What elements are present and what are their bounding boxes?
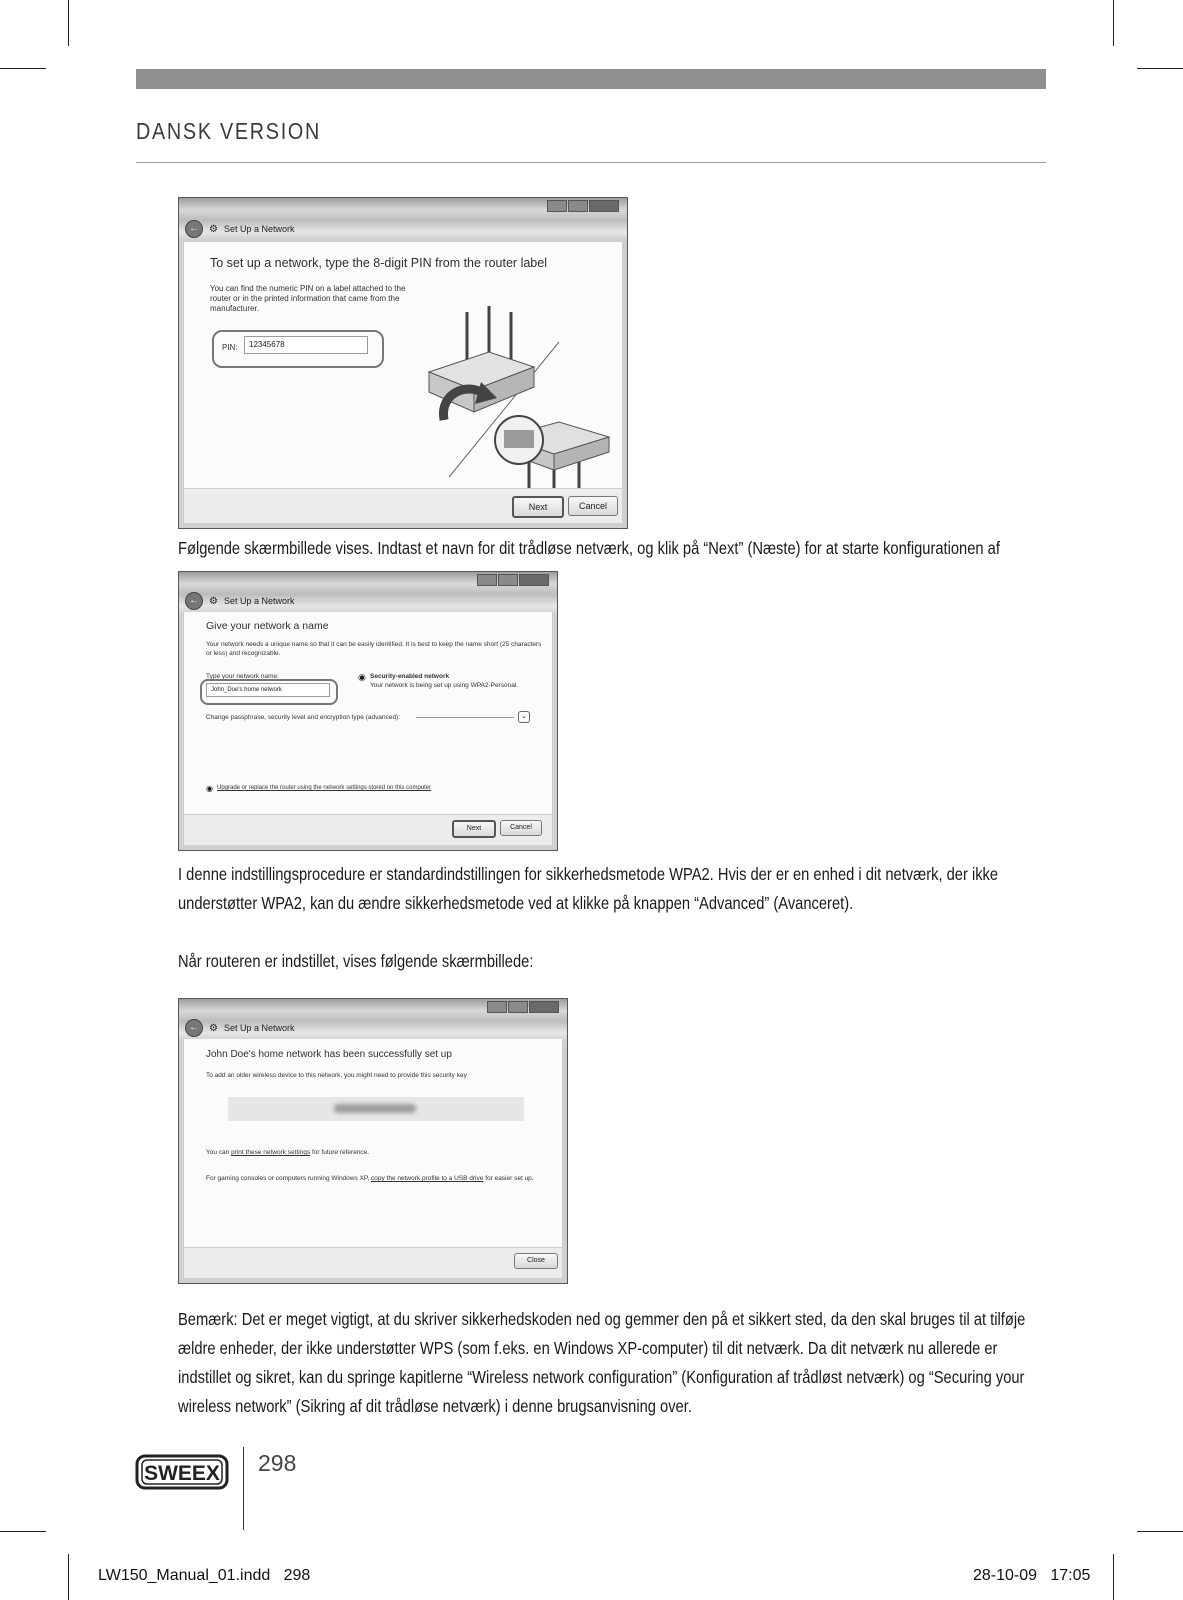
network-icon: ⚙ (209, 1022, 218, 1034)
advanced-line (416, 717, 514, 718)
dialog-client (184, 242, 622, 523)
dialog-heading: To set up a network, type the 8-digit PIN from the router label (210, 256, 547, 270)
xp-prefix: For gaming consoles or computers running Windows XP, (206, 1175, 370, 1182)
dialog-client (184, 1039, 562, 1278)
paragraph-note: Bemærk: Det er meget vigtigt, at du skriver sikkerhedskoden ned og gemmer den på et sikkert sted, da den skal bruges til at tilføje ældre enheder, der ikke understøtter WPS (som f.eks. en Windows XP-computer) til dit netværk. Da dit netværk nu allerede er indstillet og sikret, kan du springe kapitlerne “Wireless network configuration” (Konfiguration af trådløst netværk) og “Securing your wireless network” (Sikring af dit trådløse netværk) i denne brugsanvisning over. (178, 1309, 1026, 1416)
back-arrow-icon[interactable]: ← (185, 1019, 203, 1037)
dialog-client (184, 612, 552, 845)
section-title: DANSK VERSION (136, 118, 322, 144)
chevron-down-icon[interactable]: ⌄ (518, 711, 530, 723)
xp-copy-text (206, 1174, 536, 1183)
crop-mark (1113, 0, 1114, 46)
window-caption (185, 218, 295, 240)
crop-mark (1137, 68, 1183, 69)
cancel-button[interactable]: Cancel (568, 496, 618, 516)
dialog-heading: Give your network a name (206, 620, 329, 632)
next-button[interactable]: Next (452, 820, 496, 838)
svg-text:SWEEX: SWEEX (144, 1462, 220, 1485)
dialog-footer (184, 814, 552, 845)
shield-icon: ◉ (358, 672, 366, 682)
network-icon: ⚙ (209, 223, 218, 235)
screenshot-success-dialog (178, 998, 568, 1284)
print-suffix: for future reference. (312, 1149, 370, 1156)
network-icon: ⚙ (209, 595, 218, 607)
network-name-input[interactable]: John_Doe's home network (206, 683, 330, 697)
print-prefix: You can (206, 1149, 230, 1156)
back-arrow-icon[interactable]: ← (185, 220, 203, 238)
network-name-label: Type your network name: (206, 673, 279, 680)
security-title: Security-enabled network (370, 673, 450, 680)
dialog-body: Your network needs a unique name so that it can be easily identified. It is best to keep the name short (25 characters or less) and recognizable. (206, 641, 542, 657)
window-title: Set Up a Network (223, 596, 295, 606)
xp-suffix: for easier set up. (485, 1175, 534, 1182)
crop-mark (68, 1554, 69, 1600)
next-button[interactable]: Next (512, 496, 564, 518)
dialog-footer (184, 1247, 562, 1278)
back-arrow-icon[interactable]: ← (185, 592, 203, 610)
header-bar (136, 69, 1046, 89)
page-number: 298 (258, 1450, 297, 1476)
crop-mark (68, 0, 69, 46)
router-icon: ◉ (206, 784, 213, 793)
pin-label: PIN: (222, 343, 238, 352)
paragraph-intro: Følgende skærmbillede vises. Indtast et navn for dit trådløse netværk, og klik på “Next” (Næste) for at starte konfigurationen af (178, 538, 1000, 558)
close-button[interactable]: Close (514, 1253, 558, 1269)
window-caption (185, 590, 295, 612)
pin-input[interactable]: 12345678 (244, 336, 368, 354)
header-rule (136, 162, 1046, 163)
print-settings-link[interactable]: print these network settings (231, 1149, 311, 1156)
copy-profile-usb-link[interactable]: copy the network profile to a USB drive (371, 1175, 484, 1182)
sweex-logo (135, 1454, 229, 1490)
window-controls (477, 574, 549, 586)
router-illustration (409, 272, 619, 507)
window-caption (185, 1017, 295, 1039)
security-text: Your network is being set up using WPA2-Personal. (370, 682, 519, 689)
print-slug-date: 28-10-09 17:05 (973, 1567, 1091, 1584)
dialog-footer (184, 488, 622, 523)
window-controls (547, 200, 619, 212)
print-settings-text (206, 1148, 369, 1158)
cancel-button[interactable]: Cancel (500, 820, 542, 836)
upgrade-router-link[interactable]: Upgrade or replace the router using the network settings stored on this computer (217, 785, 432, 791)
security-key-blurred (334, 1104, 416, 1113)
crop-mark (0, 1531, 46, 1532)
window-controls (487, 1001, 559, 1013)
screenshot-network-name-dialog (178, 571, 558, 851)
dialog-body: To add an older wireless device to this network, you might need to provide this security key (206, 1072, 467, 1079)
print-slug-filename: LW150_Manual_01.indd 298 (98, 1567, 311, 1584)
footer-divider (243, 1447, 244, 1530)
window-title: Set Up a Network (223, 1023, 295, 1033)
crop-mark (1113, 1554, 1114, 1600)
paragraph-router-setup: Når routeren er indstillet, vises følgende skærmbillede: (178, 951, 534, 971)
advanced-label: Change passphrase, security level and encryption type (advanced): (206, 714, 401, 721)
dialog-body: You can find the numeric PIN on a label attached to the router or in the printed information that came from the manufacturer. (210, 284, 406, 313)
paragraph-wpa2: I denne indstillingsprocedure er standardindstillingen for sikkerhedsmetode WPA2. Hvis der er en enhed i dit netværk, der ikke understøtter WPA2, kan du ændre sikkerhedsmetode ved at klikke på knappen “Advanced” (Avanceret). (178, 864, 999, 913)
crop-mark (1137, 1531, 1183, 1532)
screenshot-pin-dialog (178, 197, 628, 529)
window-title: Set Up a Network (223, 224, 295, 234)
crop-mark (0, 68, 46, 69)
dialog-heading: John Doe's home network has been successfully set up (206, 1049, 452, 1060)
